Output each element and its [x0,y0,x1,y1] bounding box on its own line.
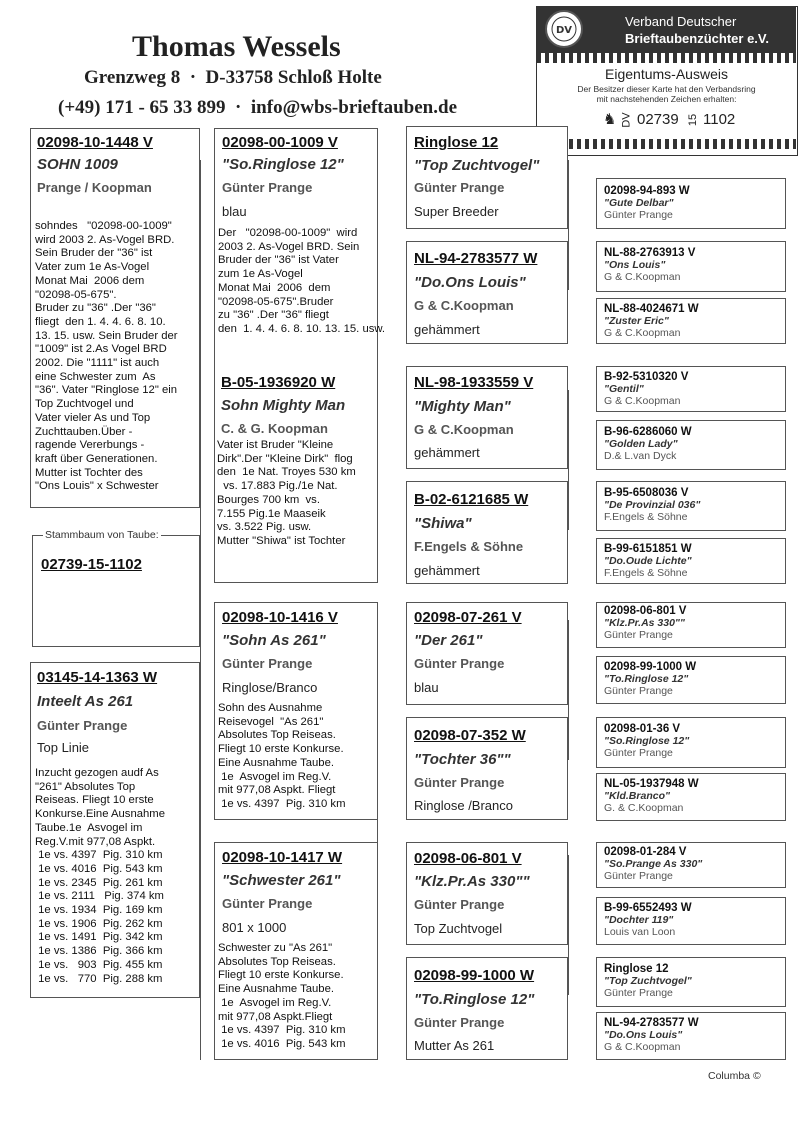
pigeon-description: Der "02098-00-1009" wird 2003 2. As-Vogel BRD. Sein Bruder der "36" ist Vater zum 1e As-Vogel Monat Mai 2006 dem "02098-05-675".Bruder zu "36" .Der "36" fliegt den 1. 4. 4. 6. 8. 10. 13. 15. usw. [218,227,386,335]
pigeon-breeder: Günter Prange [222,656,313,671]
pigeon-extra: Top Zuchtvogel [414,921,503,936]
pigeon-ring: B-99-6552493 W [604,902,692,914]
pigeon-name: "So.Ringlose 12" [222,156,344,173]
pigeon-breeder: Günter Prange [604,870,673,882]
pigeon-ring: B-99-6151851 W [604,543,692,555]
pigeon-ring: 02098-01-36 V [604,723,681,735]
pigeon-name: "Do.Ons Louis" [604,1029,683,1041]
card-code-dv: DV [620,112,633,128]
breeder-name: Thomas Wessels [132,30,341,63]
ancestor-box [596,773,786,821]
pigeon-extra: Mutter As 261 [414,1038,495,1053]
card-code-id: 1102 [703,111,736,128]
connector [568,620,569,760]
pigeon-name: "To.Ringlose 12" [604,673,689,685]
pigeon-breeder: F.Engels & Söhne [414,539,524,554]
grandparent-box [214,842,378,1060]
footer-credit: Columba © [708,1070,761,1082]
stammbaum-ring: 02739-15-1102 [41,556,142,573]
mother-ring: 03145-14-1363 W [37,669,158,686]
pigeon-breeder: C. & G. Koopman [221,421,328,436]
card-code-nr: 02739 [637,111,679,128]
connector [568,160,569,290]
pigeon-ring: B-05-1936920 W [221,374,336,391]
pigeon-ring: 02098-94-893 W [604,185,690,197]
pigeon-name: "Top Zuchtvogel" [414,157,540,174]
pigeon-ring: 02098-01-284 V [604,846,687,858]
pigeon-ring: NL-05-1937948 W [604,778,699,790]
pigeon-breeder: D.& L.van Dyck [604,450,677,462]
card-org-line2: Brieftaubenzüchter e.V. [625,31,770,46]
svg-text:DV: DV [555,25,573,36]
great-grandparent-box [406,602,568,705]
pigeon-extra: blau [414,680,439,695]
ancestor-box [596,298,786,344]
pigeon-ring: 02098-07-352 W [414,727,526,744]
pigeon-name: "Gentil" [604,383,644,395]
pigeon-description: Schwester zu "As 261" Absolutes Top Reiseas. Fliegt 10 erste Konkurse. Eine Ausnahme Taube. 1e Asvogel im Reg.V. mit 977,08 Aspkt.Fliegt 1e vs. 4397 Pig. 310 km 1e vs. 4016 Pig. 543 km [218,942,346,1050]
pigeon-breeder: F.Engels & Söhne [604,511,688,523]
stammbaum-label: Stammbaum von Taube: [45,529,159,541]
pigeon-breeder: G & C.Koopman [414,298,514,313]
pigeon-name: "Golden Lady" [604,438,678,450]
pigeon-breeder: G. & C.Koopman [604,802,684,814]
grandparent-entry [214,365,378,585]
father-description: sohndes "02098-00-1009" wird 2003 2. As-Vogel BRD. Sein Bruder der "36" ist Vater zum 1e As-Vogel Monat Mai 2006 dem "02098-05-675". Bruder zu "36" .Der "36" fliegt den 1. 4. 4. 6. 8. 10. 13. 15. usw. Sein Bruder der "1009" ist 2.As Vogel BRD 2002. Die "1111" ist auch eine Schwester zum As "36". Vater "Ringlose 12" ein Top Zuchtvogel und Vater vieler As und Top Zuchttauben.Über - ragende Vererbungs - kraft über Generationen. Mutter ist Tochter des "Ons Louis" x Schwester [35,220,178,493]
pigeon-ring: NL-88-2763913 V [604,247,696,259]
pigeon-name: "Tochter 36"" [414,751,511,768]
pigeon-name: "Do.Oude Lichte" [604,555,692,567]
pigeon-breeder: Günter Prange [414,775,505,790]
pigeon-logo-icon [547,12,581,46]
pigeon-ring: NL-94-2783577 W [414,250,538,267]
pigeon-breeder: Günter Prange [604,987,673,999]
connector [568,855,569,995]
ancestor-box [596,481,786,531]
mother-box [30,662,200,998]
card-pattern-bottom [537,139,796,149]
pigeon-breeder: Günter Prange [222,180,313,195]
ancestor-box [596,420,786,470]
pigeon-extra: Ringlose/Branco [222,680,318,695]
pigeon-extra: Super Breeder [414,204,499,219]
father-name: SOHN 1009 [37,156,118,173]
pigeon-breeder: Louis van Loon [604,926,676,938]
great-grandparent-box [406,717,568,820]
ancestor-box [596,178,786,229]
connector [568,390,569,530]
vdb-logo [545,10,583,48]
ancestor-box [596,241,786,292]
pigeon-extra: 801 x 1000 [222,920,287,935]
pigeon-extra: gehämmert [414,563,480,578]
pigeon-name: "Mighty Man" [414,398,511,415]
breeder-contact: (+49) 171 - 65 33 899 · info@wbs-brieftauben.de [58,97,457,118]
pigeon-name: "Top Zuchtvogel" [604,975,692,987]
pigeon-breeder: Günter Prange [222,896,313,911]
grandparent-box [214,602,378,820]
pigeon-ring: B-96-6286060 W [604,426,692,438]
pigeon-ring: 02098-07-261 V [414,609,522,626]
pigeon-breeder: G & C.Koopman [604,1041,681,1053]
pigeon-breeder: Günter Prange [604,629,673,641]
mother-extra: Top Linie [37,740,90,755]
pigeon-ring: B-92-5310320 V [604,371,689,383]
pigeon-name: Sohn Mighty Man [221,397,346,414]
pigeon-name: "Sohn As 261" [222,632,326,649]
stammbaum-box [32,529,200,647]
connector [200,160,201,1060]
pigeon-name: "Klz.Pr.As 330"" [604,617,685,629]
pigeon-ring: B-95-6508036 V [604,487,689,499]
ancestor-box [596,366,786,412]
great-grandparent-box [406,126,568,229]
pigeon-ring: 02098-99-1000 W [604,661,697,673]
pigeon-breeder: Günter Prange [414,897,505,912]
pigeon-breeder: Günter Prange [414,656,505,671]
pigeon-ring: NL-88-4024671 W [604,303,699,315]
pigeon-ring: NL-94-2783577 W [604,1017,699,1029]
pigeon-ring: B-02-6121685 W [414,491,529,508]
mother-breeder: Günter Prange [37,718,128,733]
pigeon-breeder: F.Engels & Söhne [604,567,688,579]
pigeon-name: "Kld.Branco" [604,790,670,802]
great-grandparent-box [406,481,568,584]
pigeon-extra: Ringlose /Branco [414,798,513,813]
pigeon-extra: gehämmert [414,445,480,460]
pigeon-name: "Dochter 119" [604,914,674,926]
pigeon-ring: 02098-06-801 V [604,605,687,617]
great-grandparent-box [406,957,568,1060]
pigeon-breeder: Günter Prange [414,1015,505,1030]
pigeon-ring: Ringlose 12 [604,963,669,975]
father-ring: 02098-10-1448 V [37,134,153,151]
ancestor-box [596,897,786,945]
great-grandparent-box [406,241,568,344]
pigeon-breeder: G & C.Koopman [604,395,681,407]
pigeon-ring: Ringlose 12 [414,134,499,151]
father-box [30,128,200,508]
pigeon-name: "To.Ringlose 12" [414,991,535,1008]
pigeon-breeder: G & C.Koopman [604,327,681,339]
card-header [537,7,796,53]
great-grandparent-box [406,842,568,945]
card-pattern [537,53,796,63]
pigeon-breeder: Günter Prange [604,209,673,221]
pigeon-breeder: G & C.Koopman [604,271,681,283]
pigeon-name: "Klz.Pr.As 330"" [414,873,530,890]
pigeon-name: "Zuster Eric" [604,315,669,327]
pigeon-extra: blau [222,204,247,219]
pigeon-extra: gehämmert [414,322,480,337]
pigeon-description: Vater ist Bruder "Kleine Dirk".Der "Kleine Dirk" flog den 1e Nat. Troyes 530 km vs. 17.883 Pig./1e Nat. Bourges 700 km vs. 7.155 Pig.1e Maaseik vs. 3.522 Pig. usw. Mutter "Shiwa" ist Tochter [217,439,356,547]
pigeon-name: "So.Prange As 330" [604,858,703,870]
pigeon-breeder: Günter Prange [604,747,673,759]
card-text1: Der Besitzer dieser Karte hat den Verbandsring [577,84,756,94]
ancestor-box [596,842,786,888]
pigeon-ring: 02098-06-801 V [414,850,522,867]
pigeon-ring: 02098-10-1416 V [222,609,338,626]
ancestor-box [596,602,786,648]
pigeon-description: Sohn des Ausnahme Reisevogel "As 261" Absolutes Top Reiseas. Fliegt 10 erste Konkurse. Eine Ausnahme Taube. 1e Asvogel im Reg.V. mit 977,08 Aspkt. Fliegt 1e vs. 4397 Pig. 310 km [218,702,346,810]
pigeon-name: "Schwester 261" [222,872,341,889]
pigeon-ring: 02098-10-1417 W [222,849,343,866]
card-text2: mit nachstehenden Zeichen erhalten: [596,94,737,104]
ancestor-box [596,957,786,1007]
card-org-line1: Verband Deutscher [625,14,737,29]
ownership-card [536,6,798,156]
ancestor-box [596,1012,786,1060]
ancestor-box [596,538,786,584]
pigeon-breeder: Günter Prange [414,180,505,195]
pigeon-ring: 02098-00-1009 V [222,134,338,151]
pigeon-ring: NL-98-1933559 V [414,374,534,391]
breeder-address: Grenzweg 8 · D-33758 Schloß Holte [84,67,382,88]
pigeon-name: "Der 261" [414,632,483,649]
father-breeder: Prange / Koopman [37,180,152,195]
pigeon-name: "Shiwa" [414,515,472,532]
pigeon-name: "De Provinzial 036" [604,499,701,511]
card-title: Eigentums-Ausweis [605,66,728,82]
pigeon-name: "Do.Ons Louis" [414,274,526,291]
pigeon-breeder: Günter Prange [604,685,673,697]
mother-name: Inteelt As 261 [37,693,134,710]
ancestor-box [596,656,786,704]
ring-icon: ♞ [603,111,617,128]
pigeon-name: "So.Ringlose 12" [604,735,690,747]
great-grandparent-box [406,366,568,469]
pigeon-name: "Ons Louis" [604,259,666,271]
mother-description: Inzucht gezogen audf As "261" Absolutes Top Reiseas. Fliegt 10 erste Konkurse.Eine Ausnahme Taube.1e Asvogel im Reg.V.mit 977,08 Aspkt. 1e vs. 4397 Pig. 310 km 1e vs. 4016 Pig. 543 km 1e vs. 2345 Pig. 261 km 1e vs. 2111 Pig. 374 km 1e vs. 1934 Pig. 169 km 1e vs. 1906 Pig. 262 km 1e vs. 1491 Pig. 342 km 1e vs. 1386 Pig. 366 km 1e vs. 903 Pig. 455 km 1e vs. 770 Pig. 288 km [35,767,165,985]
pigeon-name: "Gute Delbar" [604,197,674,209]
ancestor-box [596,717,786,768]
card-code-year: 15 [687,113,700,127]
pigeon-ring: 02098-99-1000 W [414,967,535,984]
pigeon-breeder: G & C.Koopman [414,422,514,437]
